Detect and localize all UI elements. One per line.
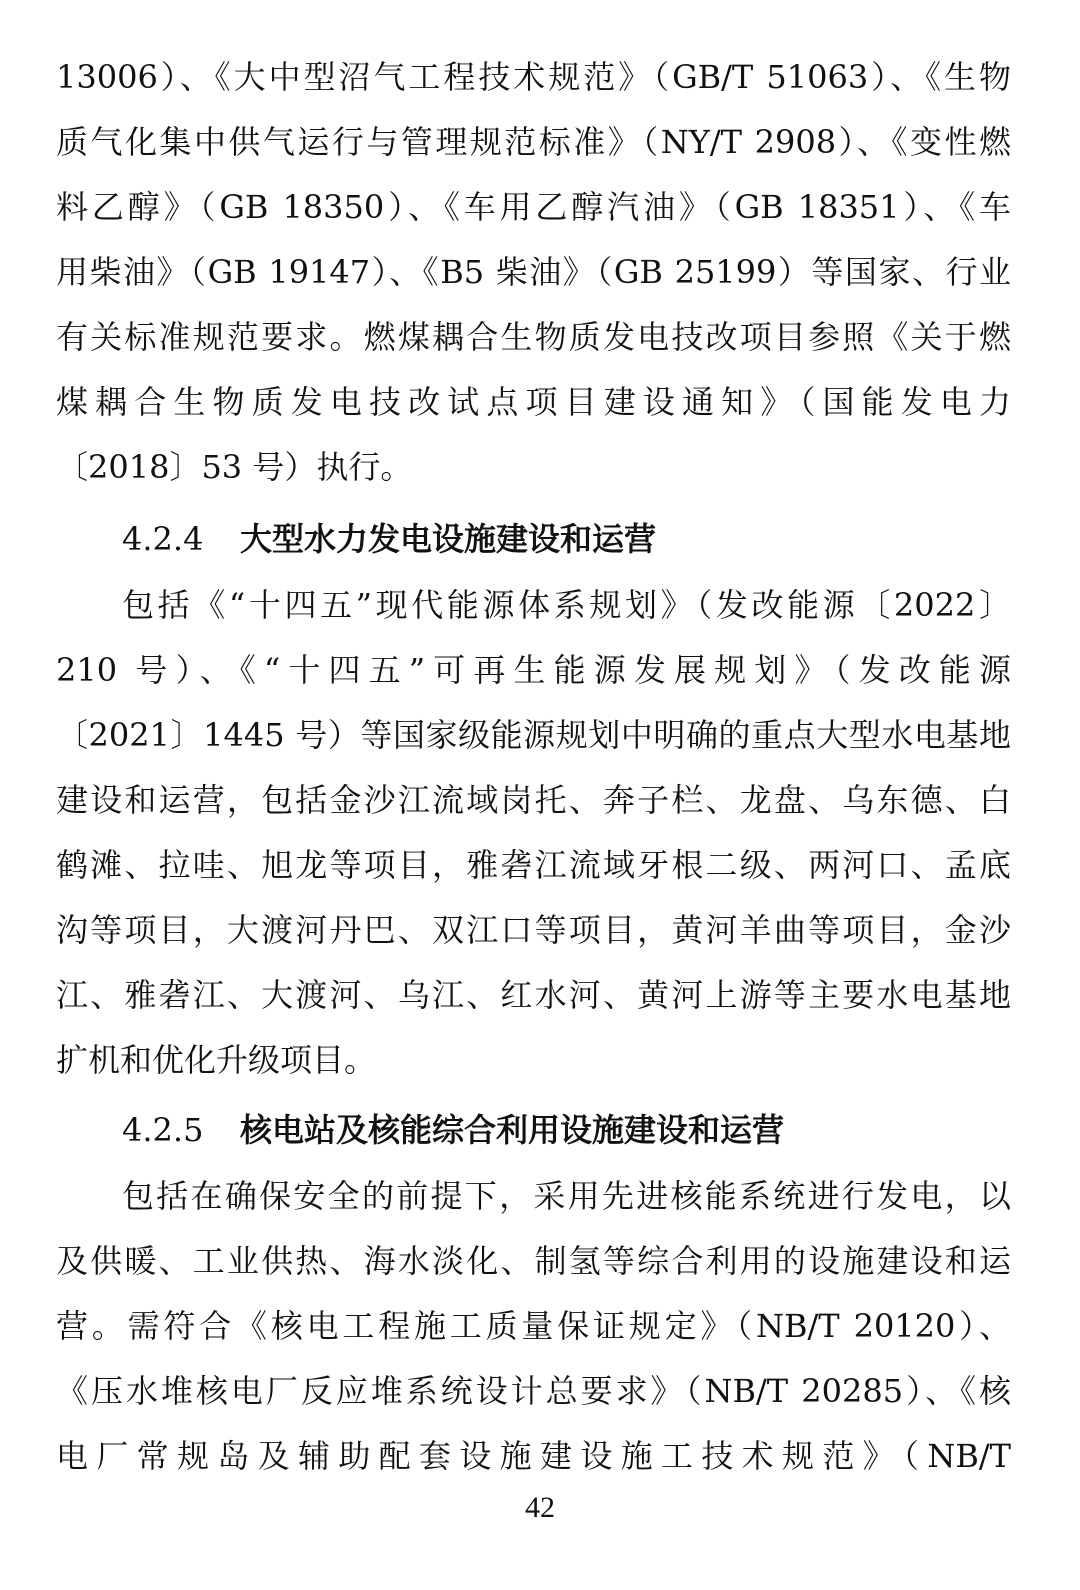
section-heading-4-2-4 bbox=[122, 514, 656, 564]
text-line: 有关标准规范要求。燃煤耦合生物质发电技改项目参照《关于燃 bbox=[56, 318, 1011, 356]
text-line: 电厂常规岛及辅助配套设施建设施工技术规范》（NB/T bbox=[56, 1437, 1011, 1475]
text-line: 煤耦合生物质发电技改试点项目建设通知》（国能发电力 bbox=[56, 383, 1011, 421]
section-heading-4-2-5 bbox=[122, 1105, 784, 1155]
text-line: 包括《“十四五”现代能源体系规划》（发改能源〔2022〕 bbox=[122, 586, 1011, 624]
text-line: 包括在确保安全的前提下，采用先进核能系统进行发电，以 bbox=[122, 1177, 1011, 1215]
text-line: 〔2021〕1445 号）等国家级能源规划中明确的重点大型水电基地 bbox=[56, 716, 1011, 754]
text-line: 营。需符合《核电工程施工质量保证规定》（NB/T 20120）、 bbox=[56, 1307, 1011, 1345]
text-line: 沟等项目，大渡河丹巴、双江口等项目，黄河羊曲等项目，金沙 bbox=[56, 911, 1011, 949]
text-line: 用柴油》（GB 19147）、《B5 柴油》（GB 25199）等国家、行业 bbox=[56, 253, 1011, 291]
section-title: 核电站及核能综合利用设施建设和运营 bbox=[240, 1111, 785, 1149]
section-number: 4.2.4 bbox=[122, 520, 204, 558]
text-line: 质气化集中供气运行与管理规范标准》（NY/T 2908）、《变性燃 bbox=[56, 123, 1011, 161]
section-number: 4.2.5 bbox=[122, 1111, 204, 1149]
text-line: 建设和运营，包括金沙江流域岗托、奔子栏、龙盘、乌东德、白 bbox=[56, 781, 1011, 819]
page-number: 42 bbox=[525, 1491, 555, 1524]
text-line: 扩机和优化升级项目。 bbox=[56, 1041, 377, 1079]
text-line: 料乙醇》（GB 18350）、《车用乙醇汽油》（GB 18351）、《车 bbox=[56, 188, 1011, 226]
text-line: 江、雅砻江、大渡河、乌江、红水河、黄河上游等主要水电基地 bbox=[56, 976, 1011, 1014]
text-line: 13006）、《大中型沼气工程技术规范》（GB/T 51063）、《生物 bbox=[56, 58, 1011, 96]
text-line: 鹤滩、拉哇、旭龙等项目，雅砻江流域牙根二级、两河口、孟底 bbox=[56, 846, 1011, 884]
section-title: 大型水力发电设施建设和运营 bbox=[240, 520, 657, 558]
text-line: 及供暖、工业供热、海水淡化、制氢等综合利用的设施建设和运 bbox=[56, 1242, 1011, 1280]
text-line: 《压水堆核电厂反应堆系统设计总要求》（NB/T 20285）、《核 bbox=[56, 1372, 1011, 1410]
text-line: 210 号）、《“十四五”可再生能源发展规划》（发改能源 bbox=[56, 651, 1011, 689]
text-line: 〔2018〕53 号）执行。 bbox=[56, 448, 413, 486]
